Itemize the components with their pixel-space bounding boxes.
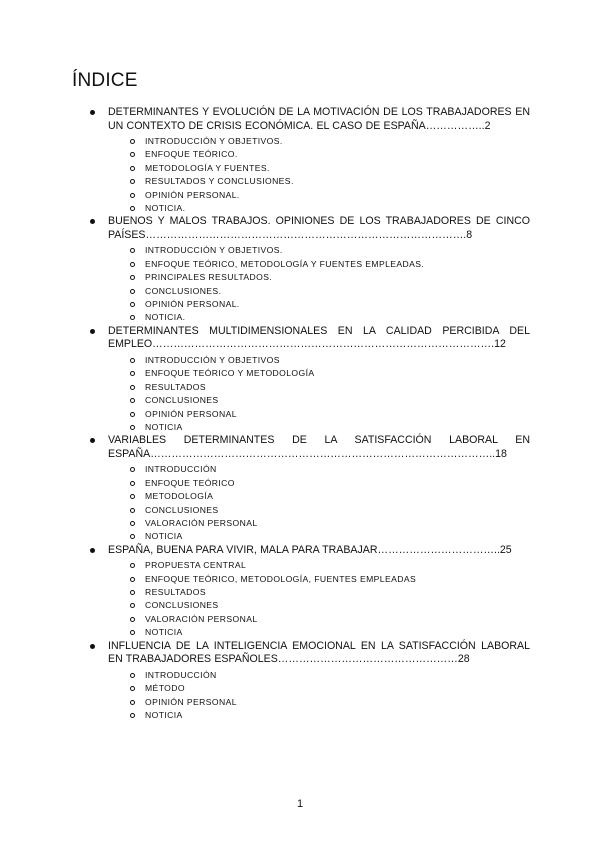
circle-bullet-icon bbox=[130, 534, 135, 539]
circle-bullet-icon bbox=[130, 686, 135, 691]
bullet-icon bbox=[90, 548, 95, 553]
bullet-icon bbox=[90, 110, 95, 115]
toc-entry bbox=[90, 215, 530, 324]
toc-sub-list bbox=[108, 559, 530, 639]
toc-sub-item: MÉTODO bbox=[108, 682, 530, 695]
toc-entry-title: BUENOS Y MALOS TRABAJOS. OPINIONES DE LOS TRABAJADORES DE CINCO PAÍSES……………………………………………………………………………….8 bbox=[108, 215, 530, 241]
toc-sub-item: METODOLOGÍA Y FUENTES. bbox=[108, 162, 530, 175]
circle-bullet-icon bbox=[130, 398, 135, 403]
circle-bullet-icon bbox=[130, 577, 135, 582]
toc-sub-list bbox=[108, 669, 530, 723]
toc-sub-list bbox=[108, 244, 530, 324]
circle-bullet-icon bbox=[130, 713, 135, 718]
circle-bullet-icon bbox=[130, 700, 135, 705]
circle-bullet-icon bbox=[130, 617, 135, 622]
circle-bullet-icon bbox=[130, 590, 135, 595]
toc-sub-item: RESULTADOS bbox=[108, 586, 530, 599]
circle-bullet-icon bbox=[130, 371, 135, 376]
circle-bullet-icon bbox=[130, 289, 135, 294]
circle-bullet-icon bbox=[130, 275, 135, 280]
circle-bullet-icon bbox=[130, 152, 135, 157]
toc-sub-item: CONCLUSIONES bbox=[108, 599, 530, 612]
circle-bullet-icon bbox=[130, 673, 135, 678]
circle-bullet-icon bbox=[130, 139, 135, 144]
toc-sub-item: INTRODUCCIÓN Y OBJETIVOS bbox=[108, 354, 530, 367]
circle-bullet-icon bbox=[130, 508, 135, 513]
toc-sub-item: PRINCIPALES RESULTADOS. bbox=[108, 271, 530, 284]
circle-bullet-icon bbox=[130, 193, 135, 198]
toc-entry bbox=[90, 640, 530, 723]
toc-sub-item: ENFOQUE TEÓRICO. bbox=[108, 148, 530, 161]
toc-sub-item: CONCLUSIONES bbox=[108, 504, 530, 517]
toc-entry-title: DETERMINANTES MULTIDIMENSIONALES EN LA CALIDAD PERCIBIDA DEL EMPLEO…………………………………………………………………………………….12 bbox=[108, 324, 530, 351]
toc-sub-item: OPINIÓN PERSONAL. bbox=[108, 298, 530, 311]
toc-sub-item: PROPUESTA CENTRAL bbox=[108, 559, 530, 572]
toc-sub-item: ENFOQUE TEÓRICO Y METODOLOGÍA bbox=[108, 367, 530, 380]
toc-entry-title: VARIABLES DETERMINANTES DE LA SATISFACCIÓN LABORAL EN ESPAÑA……………………………………………………………………………………..18 bbox=[108, 434, 530, 460]
toc-sub-item: METODOLOGÍA bbox=[108, 490, 530, 503]
bullet-icon bbox=[90, 644, 95, 649]
toc-sub-item: ENFOQUE TEÓRICO bbox=[108, 477, 530, 490]
bullet-icon bbox=[90, 219, 95, 224]
toc-entry-title: ESPAÑA, BUENA PARA VIVIR, MALA PARA TRABAJAR……………………………..25 bbox=[108, 543, 512, 556]
circle-bullet-icon bbox=[130, 481, 135, 486]
circle-bullet-icon bbox=[130, 412, 135, 417]
table-of-contents bbox=[90, 106, 530, 722]
toc-sub-item: OPINIÓN PERSONAL bbox=[108, 696, 530, 709]
bullet-icon bbox=[90, 438, 95, 443]
toc-sub-item: OPINIÓN PERSONAL bbox=[108, 408, 530, 421]
circle-bullet-icon bbox=[130, 425, 135, 430]
circle-bullet-icon bbox=[130, 494, 135, 499]
circle-bullet-icon bbox=[130, 521, 135, 526]
toc-entry-title: INFLUENCIA DE LA INTELIGENCIA EMOCIONAL EN LA SATISFACCIÓN LABORAL EN TRABAJADORES ESPAÑOLES……………………………………………28 bbox=[108, 639, 530, 666]
circle-bullet-icon bbox=[130, 262, 135, 267]
toc-sub-item: ENFOQUE TEÓRICO, METODOLOGÍA, FUENTES EMPLEADAS bbox=[108, 573, 530, 586]
circle-bullet-icon bbox=[130, 302, 135, 307]
toc-entry-title: DETERMINANTES Y EVOLUCIÓN DE LA MOTIVACIÓN DE LOS TRABAJADORES EN UN CONTEXTO DE CRISIS ECONÓMICA. EL CASO DE ESPAÑA……………..2 bbox=[108, 106, 530, 132]
circle-bullet-icon bbox=[130, 206, 135, 211]
bullet-icon bbox=[90, 329, 95, 334]
toc-sub-item: NOTICIA. bbox=[108, 202, 530, 215]
toc-sub-item: INTRODUCCIÓN Y OBJETIVOS. bbox=[108, 135, 530, 148]
toc-entry bbox=[90, 106, 530, 215]
circle-bullet-icon bbox=[130, 179, 135, 184]
toc-sub-item: NOTICIA bbox=[108, 626, 530, 639]
circle-bullet-icon bbox=[130, 563, 135, 568]
toc-sub-item: RESULTADOS Y CONCLUSIONES. bbox=[108, 175, 530, 188]
page-number: 1 bbox=[296, 798, 304, 810]
page-title: ÍNDICE bbox=[72, 70, 138, 91]
toc-sub-item: CONCLUSIONES. bbox=[108, 285, 530, 298]
toc-sub-item: CONCLUSIONES bbox=[108, 394, 530, 407]
toc-sub-item: VALORACIÓN PERSONAL bbox=[108, 613, 530, 626]
circle-bullet-icon bbox=[130, 467, 135, 472]
toc-sub-item: NOTICIA bbox=[108, 421, 530, 434]
circle-bullet-icon bbox=[130, 358, 135, 363]
toc-entry bbox=[90, 325, 530, 434]
toc-sub-item: INTRODUCCIÓN bbox=[108, 463, 530, 476]
circle-bullet-icon bbox=[130, 603, 135, 608]
circle-bullet-icon bbox=[130, 385, 135, 390]
toc-sub-item: VALORACIÓN PERSONAL bbox=[108, 517, 530, 530]
toc-sub-list bbox=[108, 135, 530, 215]
toc-sub-item: RESULTADOS bbox=[108, 381, 530, 394]
toc-sub-list bbox=[108, 463, 530, 543]
toc-entry bbox=[90, 434, 530, 543]
toc-sub-item: NOTICIA. bbox=[108, 311, 530, 324]
toc-entry bbox=[90, 544, 530, 640]
circle-bullet-icon bbox=[130, 166, 135, 171]
toc-sub-item: INTRODUCCIÓN bbox=[108, 669, 530, 682]
toc-sub-item: NOTICIA bbox=[108, 709, 530, 722]
circle-bullet-icon bbox=[130, 315, 135, 320]
toc-sub-list bbox=[108, 354, 530, 434]
circle-bullet-icon bbox=[130, 630, 135, 635]
toc-sub-item: INTRODUCCIÓN Y OBJETIVOS. bbox=[108, 244, 530, 257]
toc-sub-item: OPINIÓN PERSONAL. bbox=[108, 189, 530, 202]
toc-sub-item: ENFOQUE TEÓRICO, METODOLOGÍA Y FUENTES EMPLEADAS. bbox=[108, 258, 530, 271]
toc-sub-item: NOTICIA bbox=[108, 530, 530, 543]
circle-bullet-icon bbox=[130, 248, 135, 253]
